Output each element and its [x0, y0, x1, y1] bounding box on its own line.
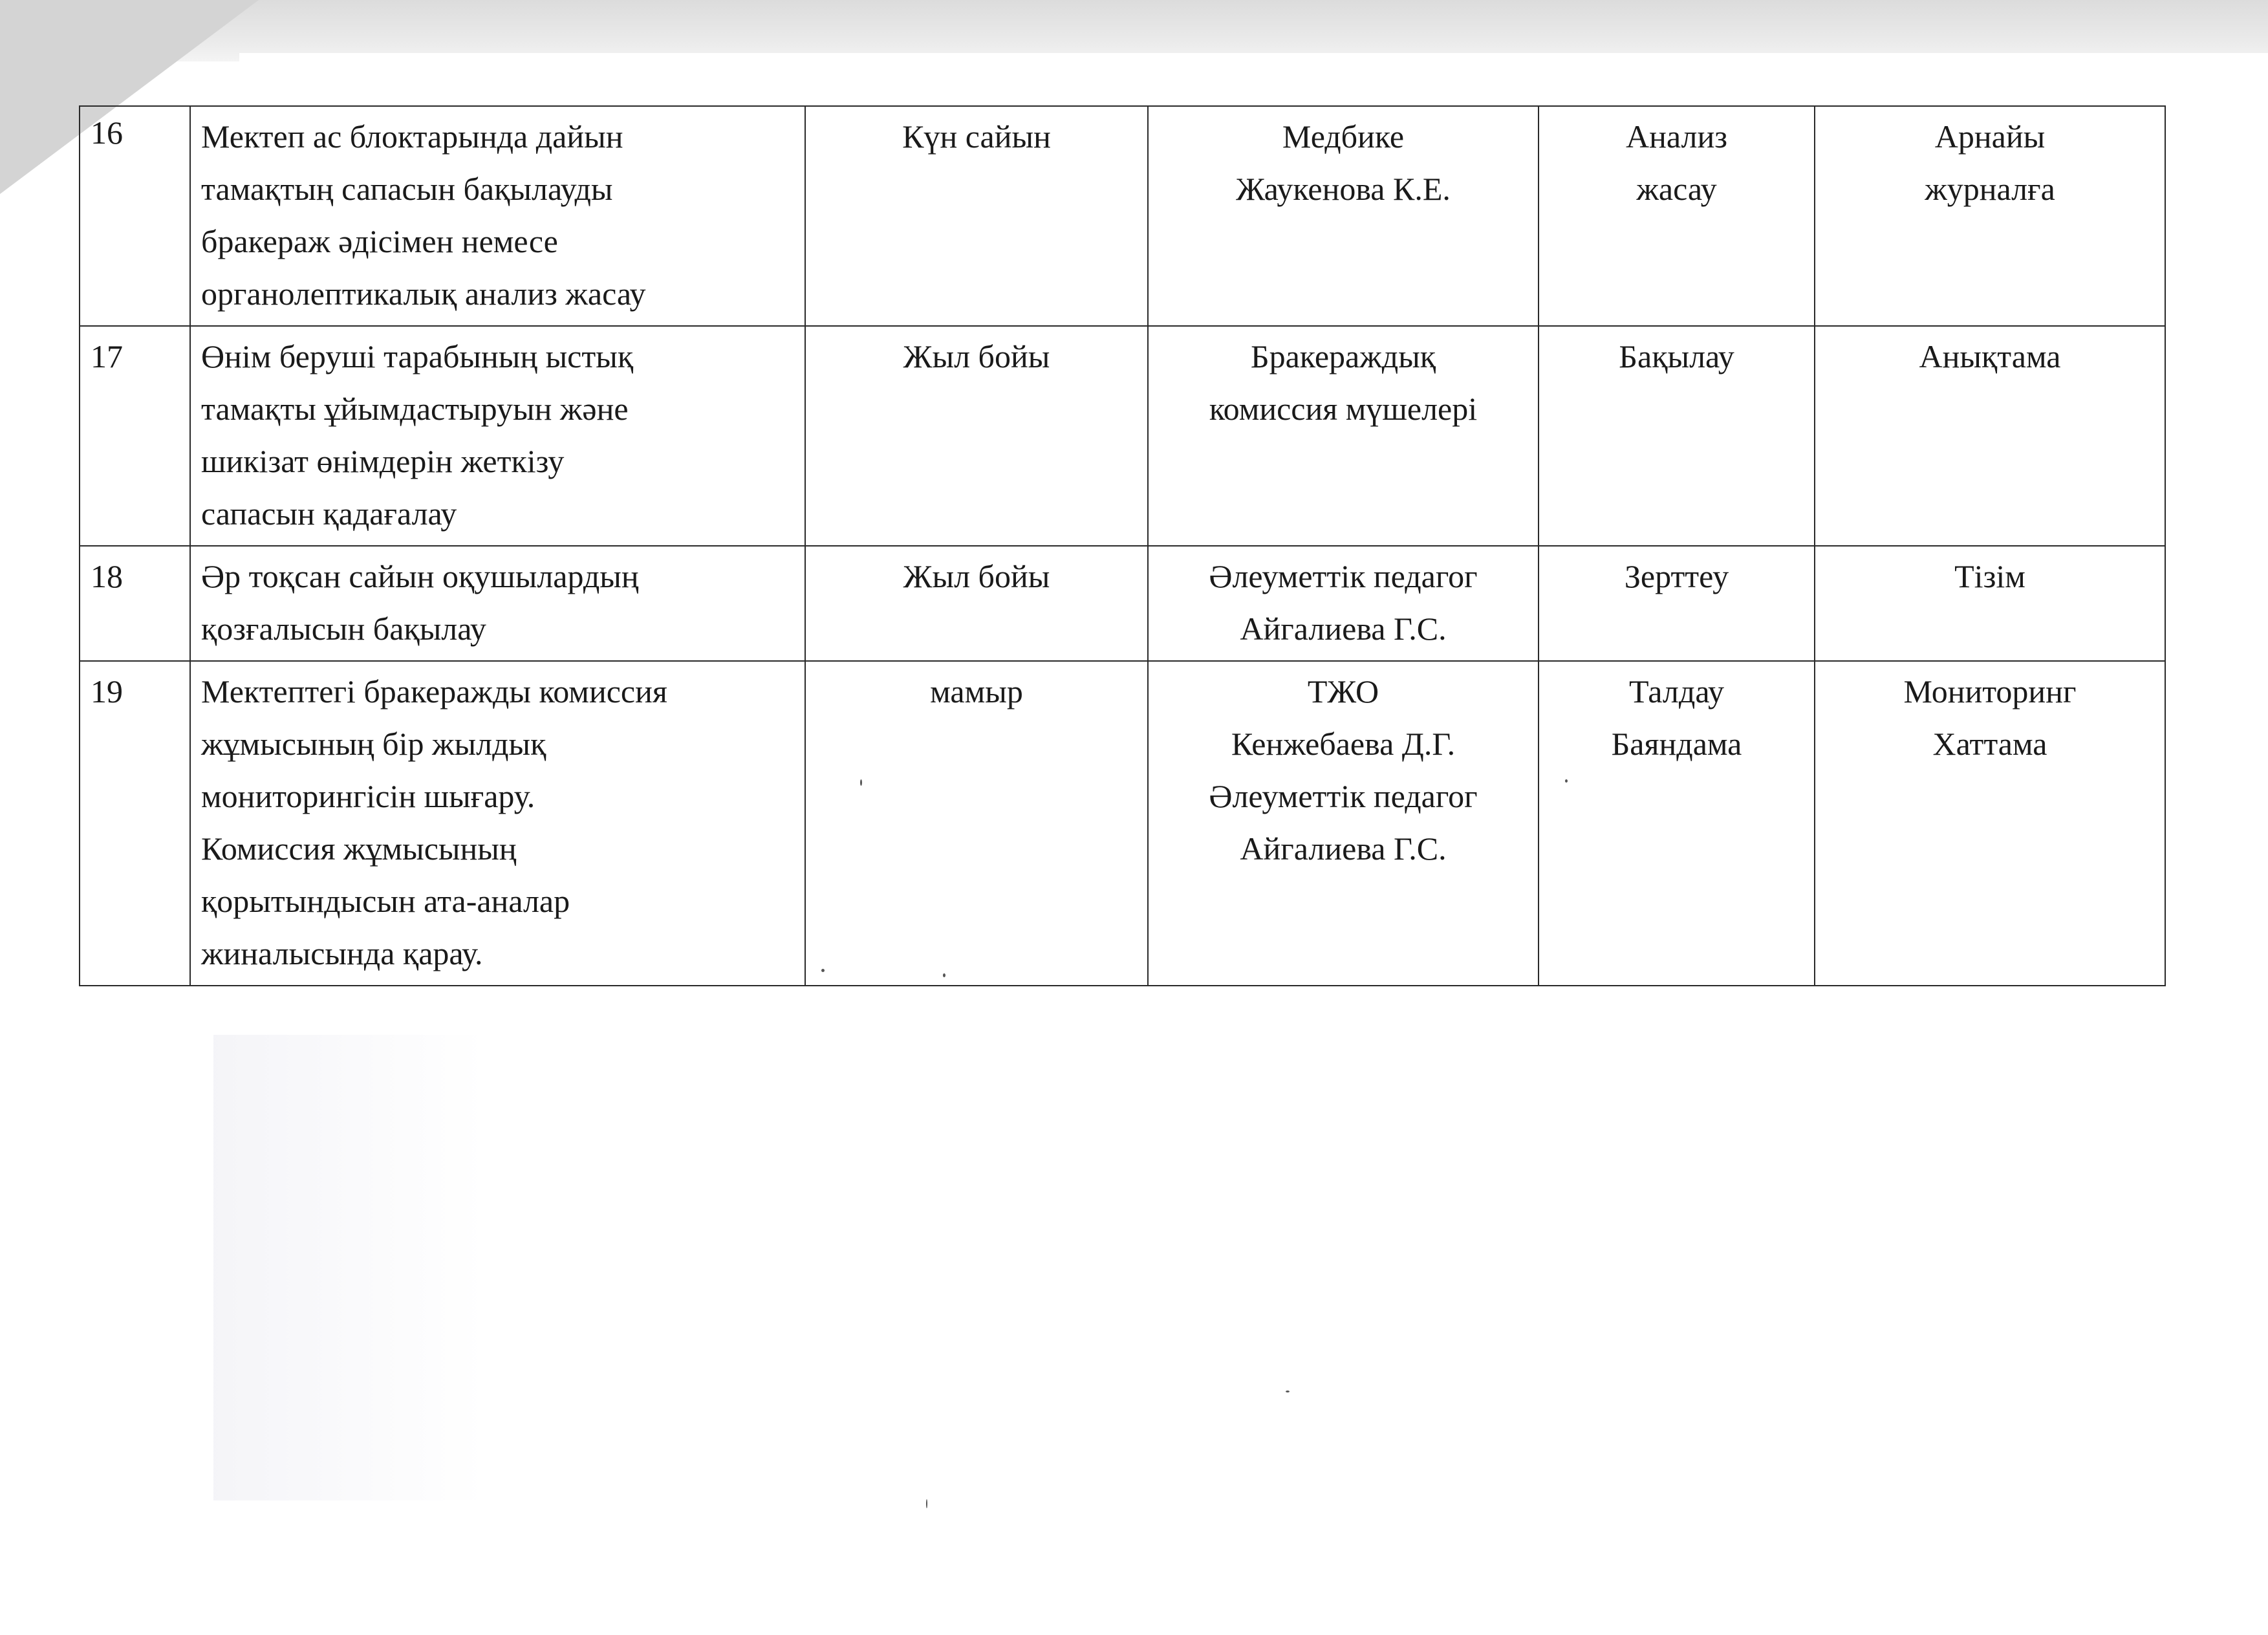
result-line: Мониторинг	[1903, 673, 2077, 709]
result-line: Тізім	[1954, 558, 2025, 594]
responsible-line: Әлеуметтік педагог	[1209, 778, 1478, 814]
form-line: Талдау	[1629, 673, 1724, 709]
form-line: Зерттеу	[1624, 558, 1729, 594]
scan-shadow	[0, 0, 2268, 61]
responsible-line: Бракераждық	[1250, 338, 1436, 374]
responsible-line: Айгалиева Г.С.	[1240, 830, 1447, 867]
scan-speck	[860, 779, 862, 786]
time-cell	[805, 661, 1148, 986]
table-row	[80, 661, 2165, 986]
responsible-cell	[1148, 106, 1539, 326]
responsible-line: Медбике	[1282, 118, 1405, 155]
task-line: жұмысының бір жылдық	[201, 726, 546, 762]
task-cell	[190, 106, 805, 326]
responsible-line: Кенжебаева Д.Г.	[1231, 726, 1456, 762]
time-cell	[805, 546, 1148, 661]
scan-speck	[1286, 1391, 1290, 1392]
time-line: Күн сайын	[902, 118, 1051, 155]
result-cell	[1815, 326, 2165, 546]
row-number: 19	[80, 661, 190, 986]
result-line: Анықтама	[1919, 338, 2061, 374]
result-line: журналға	[1925, 171, 2055, 207]
task-line: Өнім беруші тарабының ыстық	[201, 338, 634, 374]
time-line: мамыр	[930, 673, 1023, 709]
task-line: қозғалысын бақылау	[201, 611, 486, 647]
task-cell	[190, 546, 805, 661]
form-cell	[1539, 661, 1815, 986]
time-cell	[805, 106, 1148, 326]
result-line: Хаттама	[1932, 726, 2047, 762]
result-cell	[1815, 546, 2165, 661]
form-line: жасау	[1636, 171, 1717, 207]
form-cell	[1539, 546, 1815, 661]
row-number: 16	[80, 106, 190, 326]
task-line: мониторингісін шығару.	[201, 778, 535, 814]
result-line: Арнайы	[1934, 118, 2046, 155]
time-line: Жыл бойы	[903, 558, 1050, 594]
row-number: 17	[80, 326, 190, 546]
time-cell	[805, 326, 1148, 546]
row-number: 18	[80, 546, 190, 661]
task-line: бракераж әдісімен немесе	[201, 223, 558, 259]
show-through-bleed	[213, 1035, 485, 1500]
scan-speck	[1565, 779, 1568, 783]
plan-table	[79, 105, 2166, 986]
task-line: Мектеп ас блоктарында дайын	[201, 118, 623, 155]
task-line: сапасын қадағалау	[201, 495, 457, 532]
task-line: Әр тоқсан сайын оқушылардың	[201, 558, 639, 594]
task-line: Комиссия жұмысының	[201, 830, 517, 867]
task-line: қорытындысын ата-аналар	[201, 883, 570, 919]
form-line: Баяндама	[1611, 726, 1742, 762]
responsible-line: Жаукенова К.Е.	[1236, 171, 1451, 207]
page-sheet-edge	[239, 53, 2268, 66]
responsible-line: Әлеуметтік педагог	[1209, 558, 1478, 594]
task-line: жиналысында қарау.	[201, 935, 483, 971]
responsible-line: ТЖО	[1307, 673, 1379, 709]
table-row	[80, 326, 2165, 546]
responsible-line: Айгалиева Г.С.	[1240, 611, 1447, 647]
task-line: тамақты ұйымдастыруын және	[201, 391, 629, 427]
task-cell	[190, 326, 805, 546]
task-cell	[190, 661, 805, 986]
task-line: тамақтың сапасын бақылауды	[201, 171, 613, 207]
table-row	[80, 546, 2165, 661]
task-line: шикізат өнімдерін жеткізу	[201, 443, 565, 479]
result-cell	[1815, 661, 2165, 986]
time-line: Жыл бойы	[903, 338, 1050, 374]
responsible-cell	[1148, 546, 1539, 661]
table-row	[80, 106, 2165, 326]
scan-speck	[926, 1499, 927, 1508]
form-cell	[1539, 106, 1815, 326]
task-line: Мектептегі бракеражды комиссия	[201, 673, 667, 709]
responsible-cell	[1148, 326, 1539, 546]
form-line: Анализ	[1626, 118, 1727, 155]
scan-speck	[943, 973, 945, 977]
responsible-cell	[1148, 661, 1539, 986]
form-line: Бақылау	[1619, 338, 1734, 374]
form-cell	[1539, 326, 1815, 546]
task-line: органолептикалық анализ жасау	[201, 276, 646, 312]
scan-speck	[821, 969, 825, 972]
result-cell	[1815, 106, 2165, 326]
responsible-line: комиссия мүшелері	[1209, 391, 1478, 427]
